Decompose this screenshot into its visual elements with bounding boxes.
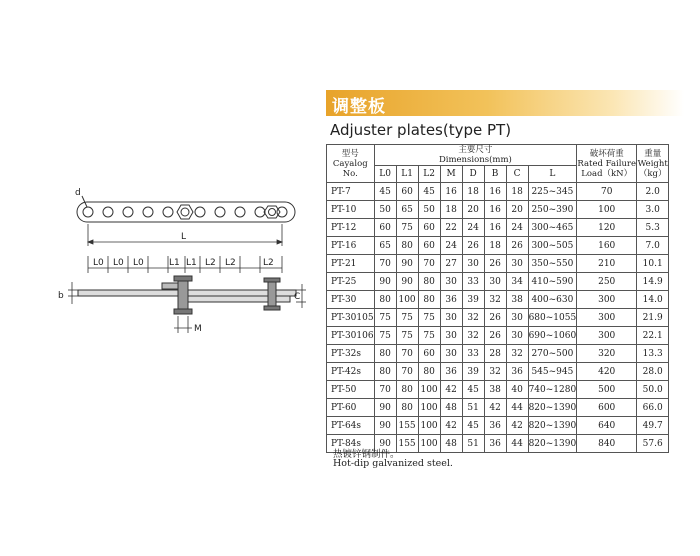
cell-d: 39 bbox=[462, 363, 484, 381]
cell-m: 42 bbox=[440, 417, 462, 435]
cell-model: PT-21 bbox=[327, 255, 375, 273]
header-dims-en: Dimensions(mm) bbox=[438, 155, 512, 165]
subheader-C: C bbox=[506, 166, 528, 183]
cell-l: 690~1060 bbox=[528, 327, 577, 345]
cell-c: 32 bbox=[506, 345, 528, 363]
cell-l2: 50 bbox=[418, 201, 440, 219]
cell-model: PT-84s bbox=[327, 435, 375, 453]
cell-l: 680~1055 bbox=[528, 309, 577, 327]
header-weight-cn: 重量 bbox=[644, 148, 662, 159]
cell-model: PT-64s bbox=[327, 417, 375, 435]
cell-load: 250 bbox=[577, 273, 637, 291]
cell-b: 16 bbox=[484, 201, 506, 219]
label-L0-3: L0 bbox=[133, 258, 144, 268]
cell-b: 42 bbox=[484, 399, 506, 417]
cell-c: 24 bbox=[506, 219, 528, 237]
cell-b: 38 bbox=[484, 381, 506, 399]
cell-model: PT-12 bbox=[327, 219, 375, 237]
header-weight bbox=[637, 145, 669, 183]
cell-b: 36 bbox=[484, 435, 506, 453]
table-row bbox=[327, 201, 669, 219]
cell-l: 410~590 bbox=[528, 273, 577, 291]
section-banner bbox=[326, 90, 684, 116]
cell-l2: 70 bbox=[418, 255, 440, 273]
cell-l0: 75 bbox=[374, 309, 396, 327]
cell-m: 30 bbox=[440, 273, 462, 291]
cell-l2: 60 bbox=[418, 237, 440, 255]
cell-l0: 80 bbox=[374, 363, 396, 381]
cell-l1: 90 bbox=[396, 273, 418, 291]
cell-weight: 50.0 bbox=[637, 381, 669, 399]
cell-l: 225~345 bbox=[528, 183, 577, 201]
cell-l1: 70 bbox=[396, 363, 418, 381]
dimension-b bbox=[68, 282, 78, 304]
cell-l2: 100 bbox=[418, 399, 440, 417]
cell-l2: 60 bbox=[418, 345, 440, 363]
cell-d: 32 bbox=[462, 327, 484, 345]
subheader-D: D bbox=[462, 166, 484, 183]
cell-m: 30 bbox=[440, 345, 462, 363]
cell-d: 20 bbox=[462, 201, 484, 219]
spec-table-body bbox=[327, 183, 669, 453]
cell-c: 20 bbox=[506, 201, 528, 219]
cell-b: 26 bbox=[484, 255, 506, 273]
technical-drawing bbox=[50, 178, 310, 343]
cell-model: PT-32s bbox=[327, 345, 375, 363]
label-M: M bbox=[194, 324, 202, 334]
table-row bbox=[327, 291, 669, 309]
cell-b: 28 bbox=[484, 345, 506, 363]
cell-l0: 75 bbox=[374, 327, 396, 345]
cell-l1: 65 bbox=[396, 201, 418, 219]
cell-l1: 70 bbox=[396, 345, 418, 363]
cell-d: 26 bbox=[462, 237, 484, 255]
cell-load: 100 bbox=[577, 201, 637, 219]
cell-m: 48 bbox=[440, 399, 462, 417]
cell-m: 18 bbox=[440, 201, 462, 219]
spec-table bbox=[326, 144, 669, 453]
cell-l2: 45 bbox=[418, 183, 440, 201]
cell-l2: 100 bbox=[418, 381, 440, 399]
label-L2-3: L2 bbox=[263, 258, 274, 268]
table-row bbox=[327, 399, 669, 417]
cell-l: 300~465 bbox=[528, 219, 577, 237]
header-dims-cn: 主要尺寸 bbox=[458, 145, 493, 155]
cell-l0: 90 bbox=[374, 417, 396, 435]
cell-l0: 70 bbox=[374, 381, 396, 399]
cell-l0: 90 bbox=[374, 435, 396, 453]
label-C: C bbox=[294, 292, 301, 302]
cell-load: 210 bbox=[577, 255, 637, 273]
label-b: b bbox=[58, 291, 64, 301]
table-row bbox=[327, 363, 669, 381]
cell-l2: 100 bbox=[418, 435, 440, 453]
cell-m: 36 bbox=[440, 291, 462, 309]
cell-l0: 60 bbox=[374, 219, 396, 237]
product-title: Adjuster plates(type PT) bbox=[330, 121, 512, 139]
header-load-en2: Load（kN） bbox=[581, 168, 633, 179]
cell-load: 300 bbox=[577, 309, 637, 327]
cell-m: 42 bbox=[440, 381, 462, 399]
cell-m: 16 bbox=[440, 183, 462, 201]
cell-load: 640 bbox=[577, 417, 637, 435]
cell-l2: 80 bbox=[418, 363, 440, 381]
cell-l: 545~945 bbox=[528, 363, 577, 381]
cell-d: 24 bbox=[462, 219, 484, 237]
header-model-en2: No. bbox=[342, 168, 358, 179]
cell-l1: 80 bbox=[396, 237, 418, 255]
cell-load: 600 bbox=[577, 399, 637, 417]
cell-model: PT-10 bbox=[327, 201, 375, 219]
cell-l1: 100 bbox=[396, 291, 418, 309]
cell-b: 16 bbox=[484, 183, 506, 201]
cell-b: 18 bbox=[484, 237, 506, 255]
cell-weight: 49.7 bbox=[637, 417, 669, 435]
cell-c: 36 bbox=[506, 363, 528, 381]
cell-d: 30 bbox=[462, 255, 484, 273]
header-model bbox=[327, 145, 375, 183]
table-row bbox=[327, 381, 669, 399]
cell-d: 45 bbox=[462, 417, 484, 435]
cell-l0: 80 bbox=[374, 291, 396, 309]
header-load-cn: 破坏荷重 bbox=[589, 148, 624, 159]
subheader-L1: L1 bbox=[396, 166, 418, 183]
cell-l0: 65 bbox=[374, 237, 396, 255]
header-weight-en1: Weight bbox=[637, 158, 668, 169]
cell-m: 30 bbox=[440, 327, 462, 345]
table-row bbox=[327, 219, 669, 237]
cell-l1: 155 bbox=[396, 417, 418, 435]
cell-l1: 90 bbox=[396, 255, 418, 273]
label-L1-1: L1 bbox=[169, 258, 180, 268]
header-load-en1: Rated Failure bbox=[577, 158, 637, 169]
cell-load: 840 bbox=[577, 435, 637, 453]
cell-load: 160 bbox=[577, 237, 637, 255]
cell-load: 300 bbox=[577, 291, 637, 309]
cell-l: 740~1280 bbox=[528, 381, 577, 399]
cell-l0: 90 bbox=[374, 273, 396, 291]
cell-load: 500 bbox=[577, 381, 637, 399]
table-row bbox=[327, 417, 669, 435]
table-row bbox=[327, 345, 669, 363]
cell-l: 400~630 bbox=[528, 291, 577, 309]
cell-m: 22 bbox=[440, 219, 462, 237]
cell-b: 26 bbox=[484, 309, 506, 327]
label-L2-2: L2 bbox=[225, 258, 236, 268]
table-row bbox=[327, 237, 669, 255]
header-model-cn: 型号 bbox=[341, 148, 359, 159]
cell-model: PT-25 bbox=[327, 273, 375, 291]
header-load bbox=[577, 145, 637, 183]
cell-model: PT-7 bbox=[327, 183, 375, 201]
cell-c: 26 bbox=[506, 237, 528, 255]
cell-load: 70 bbox=[577, 183, 637, 201]
cell-b: 16 bbox=[484, 219, 506, 237]
label-L2-1: L2 bbox=[205, 258, 216, 268]
cell-c: 40 bbox=[506, 381, 528, 399]
note-english: Hot-dip galvanized steel. bbox=[333, 458, 453, 469]
cell-l2: 80 bbox=[418, 291, 440, 309]
cell-l: 820~1390 bbox=[528, 417, 577, 435]
cell-d: 39 bbox=[462, 291, 484, 309]
cell-load: 120 bbox=[577, 219, 637, 237]
subheader-L: L bbox=[528, 166, 577, 183]
label-L0-2: L0 bbox=[113, 258, 124, 268]
cell-weight: 2.0 bbox=[637, 183, 669, 201]
cell-l1: 80 bbox=[396, 381, 418, 399]
cell-model: PT-42s bbox=[327, 363, 375, 381]
cell-weight: 57.6 bbox=[637, 435, 669, 453]
cell-model: PT-30 bbox=[327, 291, 375, 309]
cell-l1: 75 bbox=[396, 327, 418, 345]
banner-title: 调整板 bbox=[332, 97, 386, 117]
cell-l: 270~500 bbox=[528, 345, 577, 363]
cell-l0: 90 bbox=[374, 399, 396, 417]
cell-d: 51 bbox=[462, 435, 484, 453]
plate-top-view bbox=[77, 196, 295, 222]
label-L: L bbox=[181, 232, 187, 242]
subheader-L0: L0 bbox=[374, 166, 396, 183]
cell-b: 26 bbox=[484, 327, 506, 345]
cell-l: 300~505 bbox=[528, 237, 577, 255]
cell-weight: 22.1 bbox=[637, 327, 669, 345]
cell-l1: 75 bbox=[396, 219, 418, 237]
cell-m: 27 bbox=[440, 255, 462, 273]
cell-c: 42 bbox=[506, 417, 528, 435]
cell-l: 820~1390 bbox=[528, 435, 577, 453]
cell-c: 30 bbox=[506, 309, 528, 327]
dimension-M bbox=[174, 316, 192, 333]
label-d: d bbox=[75, 188, 81, 198]
table-row bbox=[327, 273, 669, 291]
subheader-L2: L2 bbox=[418, 166, 440, 183]
cell-l2: 75 bbox=[418, 309, 440, 327]
plate-side-view bbox=[78, 276, 296, 314]
cell-l2: 60 bbox=[418, 219, 440, 237]
cell-b: 32 bbox=[484, 363, 506, 381]
cell-c: 30 bbox=[506, 327, 528, 345]
cell-weight: 21.9 bbox=[637, 309, 669, 327]
cell-weight: 10.1 bbox=[637, 255, 669, 273]
cell-weight: 5.3 bbox=[637, 219, 669, 237]
cell-m: 30 bbox=[440, 309, 462, 327]
cell-c: 34 bbox=[506, 273, 528, 291]
cell-weight: 7.0 bbox=[637, 237, 669, 255]
cell-c: 38 bbox=[506, 291, 528, 309]
table-row bbox=[327, 309, 669, 327]
subheader-M: M bbox=[440, 166, 462, 183]
cell-c: 18 bbox=[506, 183, 528, 201]
cell-m: 36 bbox=[440, 363, 462, 381]
table-row bbox=[327, 183, 669, 201]
cell-c: 30 bbox=[506, 255, 528, 273]
cell-l1: 80 bbox=[396, 399, 418, 417]
cell-load: 320 bbox=[577, 345, 637, 363]
cell-l: 820~1390 bbox=[528, 399, 577, 417]
cell-d: 51 bbox=[462, 399, 484, 417]
cell-l: 350~550 bbox=[528, 255, 577, 273]
cell-m: 48 bbox=[440, 435, 462, 453]
cell-d: 32 bbox=[462, 309, 484, 327]
subheader-B: B bbox=[484, 166, 506, 183]
cell-l1: 75 bbox=[396, 309, 418, 327]
cell-m: 24 bbox=[440, 237, 462, 255]
header-weight-en2: （kg） bbox=[638, 168, 667, 179]
cell-weight: 66.0 bbox=[637, 399, 669, 417]
cell-load: 300 bbox=[577, 327, 637, 345]
cell-weight: 14.0 bbox=[637, 291, 669, 309]
cell-weight: 3.0 bbox=[637, 201, 669, 219]
cell-model: PT-16 bbox=[327, 237, 375, 255]
cell-l0: 45 bbox=[374, 183, 396, 201]
cell-c: 44 bbox=[506, 399, 528, 417]
cell-l0: 80 bbox=[374, 345, 396, 363]
cell-b: 32 bbox=[484, 291, 506, 309]
cell-model: PT-30106 bbox=[327, 327, 375, 345]
cell-l0: 50 bbox=[374, 201, 396, 219]
cell-l0: 70 bbox=[374, 255, 396, 273]
cell-c: 44 bbox=[506, 435, 528, 453]
cell-model: PT-50 bbox=[327, 381, 375, 399]
cell-model: PT-60 bbox=[327, 399, 375, 417]
cell-weight: 28.0 bbox=[637, 363, 669, 381]
cell-l: 250~390 bbox=[528, 201, 577, 219]
cell-l1: 60 bbox=[396, 183, 418, 201]
header-dimensions bbox=[374, 145, 577, 166]
cell-weight: 13.3 bbox=[637, 345, 669, 363]
cell-d: 33 bbox=[462, 273, 484, 291]
table-row bbox=[327, 255, 669, 273]
cell-b: 36 bbox=[484, 417, 506, 435]
table-row bbox=[327, 327, 669, 345]
cell-l1: 155 bbox=[396, 435, 418, 453]
cell-d: 33 bbox=[462, 345, 484, 363]
cell-model: PT-30105 bbox=[327, 309, 375, 327]
cell-l2: 80 bbox=[418, 273, 440, 291]
cell-d: 45 bbox=[462, 381, 484, 399]
note-chinese: 热镀锌钢制件。 bbox=[333, 449, 400, 460]
cell-l2: 75 bbox=[418, 327, 440, 345]
cell-d: 18 bbox=[462, 183, 484, 201]
cell-load: 420 bbox=[577, 363, 637, 381]
label-L1-2: L1 bbox=[186, 258, 197, 268]
cell-l2: 100 bbox=[418, 417, 440, 435]
cell-weight: 14.9 bbox=[637, 273, 669, 291]
cell-b: 30 bbox=[484, 273, 506, 291]
header-model-en1: Cayalog bbox=[332, 158, 368, 169]
label-L0-1: L0 bbox=[93, 258, 104, 268]
